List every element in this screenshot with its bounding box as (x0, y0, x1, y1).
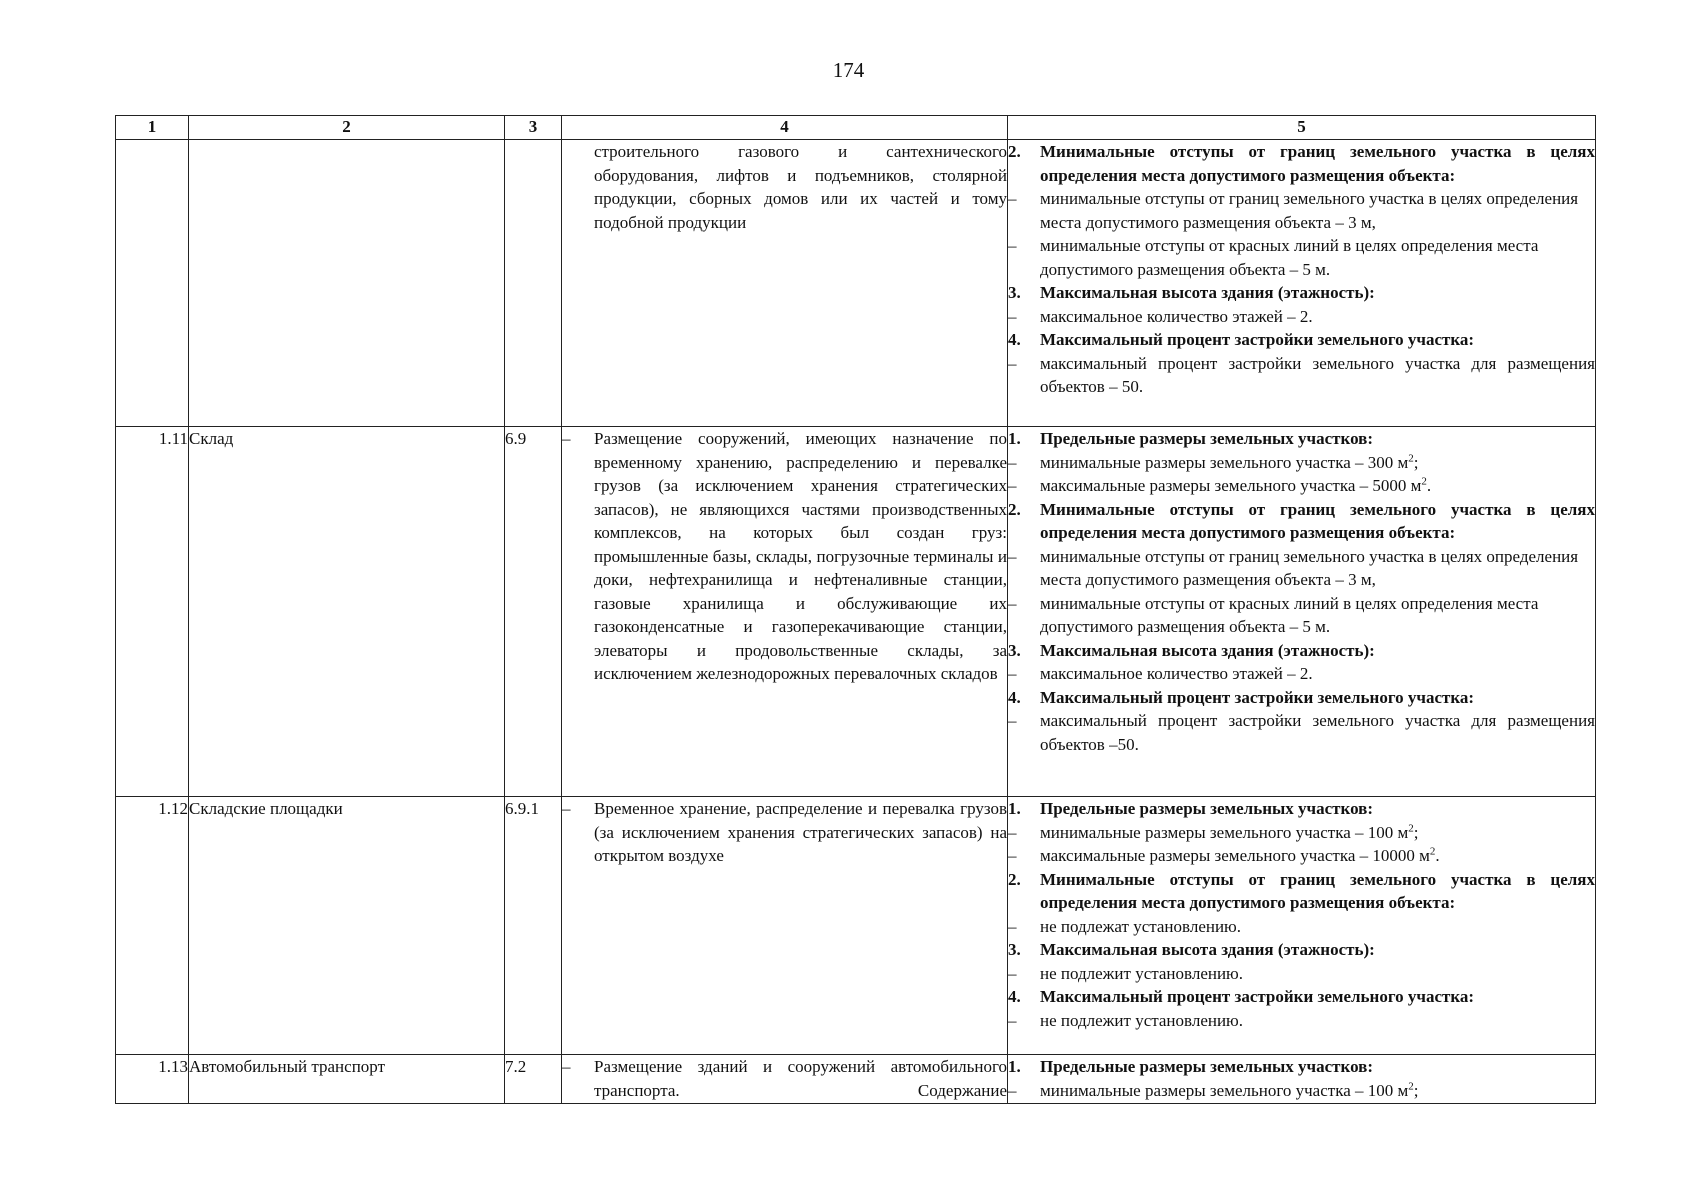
row-name (189, 140, 505, 427)
regulations-table (115, 115, 1596, 1104)
table-row (116, 140, 1596, 427)
param-heading-4: 4. Максимальный процент застройки земельного участка: (1008, 687, 1475, 707)
param-item: – не подлежит установлению. (1008, 1010, 1244, 1030)
row-code (505, 140, 562, 427)
row-description: – Временное хранение, распределение и перевалка грузов (за исключением хранения стратегических запасов) на открытом воздухе (562, 797, 1008, 1055)
param-item: – минимальные отступы от границ земельного участка в целях определения места допустимого размещения объекта – 3 м, (1008, 546, 1579, 589)
row-id: 1.11 (116, 427, 189, 797)
param-item: – минимальные отступы от границ земельного участка в целях определения места допустимого размещения объекта – 3 м, (1008, 189, 1579, 232)
param-heading-1: 1. Предельные размеры земельных участков: (1008, 429, 1374, 448)
param-heading-3: 3. Максимальная высота здания (этажность): (1008, 640, 1375, 660)
row-parameters (1008, 140, 1596, 427)
description-text: Размещение зданий и сооружений автомобильного транспорта. Содержание (594, 1057, 1007, 1100)
page-number: 174 (832, 58, 865, 82)
param-heading-1: 1. Предельные размеры земельных участков: (1008, 799, 1374, 818)
description-text: строительного газового и сантехнического оборудования, лифтов и подъемников, столярной продукции, сборных домов или их частей и тому подобной продукции (594, 142, 1007, 232)
table-row (116, 427, 1596, 797)
row-description: – Размещение зданий и сооружений автомобильного транспорта. Содержание (562, 1055, 1008, 1104)
header-col-2: 2 (189, 116, 505, 140)
param-heading-4: 4. Максимальный процент застройки земельного участка: (1008, 987, 1475, 1006)
table-row (116, 1055, 1596, 1104)
param-item: – минимальные размеры земельного участка – 100 $м^2$; (1008, 821, 1419, 842)
row-description: – Размещение сооружений, имеющих назначение по временному хранению, распределению и перевалке грузов (за исключением хранения стратегических запасов), не являющихся частями производственных комплексов, на которых был создан груз: промышленные базы, склады, погрузочные терминалы и доки, нефтехранилища и нефтеналивные станции, газовые хранилища и обслуживающие их газоконденсатные и газоперекачивающие станции, элеваторы и продовольственные склады, за исключением железнодорожных перевалочных складов (562, 427, 1008, 797)
row-id (116, 140, 189, 427)
header-row (116, 116, 1596, 140)
row-name: Склад (189, 427, 505, 797)
row-name: Автомобильный транспорт (189, 1055, 505, 1104)
row-description (562, 140, 1008, 427)
row-code: 6.9.1 (505, 797, 562, 1055)
row-parameters (1008, 427, 1596, 797)
param-heading-2: 2. Минимальные отступы от границ земельного участка в целях определения места допустимого размещения объекта: (1008, 869, 1595, 912)
param-heading-1: 1. Предельные размеры земельных участков: (1008, 1057, 1374, 1076)
param-heading-3: 3. Максимальная высота здания (этажность): (1008, 283, 1375, 302)
description-text: Размещение сооружений, имеющих назначение по временному хранению, распределению и перевалке грузов (за исключением хранения стратегических запасов), не являющихся частями производственных комплексов, на которых был создан груз: промышленные базы, склады, погрузочные терминалы и доки, нефтехранилища и нефтеналивные станции, газовые хранилища и обслуживающие их газоконденсатные и газоперекачивающие станции, элеваторы и продовольственные склады, за исключением железнодорожных перевалочных складов (594, 429, 1007, 683)
row-name: Складские площадки (189, 797, 505, 1055)
description-text: Временное хранение, распределение и перевалка грузов (за исключением хранения стратегических запасов) на открытом воздухе (594, 799, 1007, 865)
param-item: – максимальный процент застройки земельного участка для размещения объектов –50. (1008, 711, 1595, 754)
param-item: – максимальное количество этажей – 2. (1008, 306, 1313, 326)
param-heading-2: 2. Минимальные отступы от границ земельного участка в целях определения места допустимого размещения объекта: (1008, 142, 1595, 185)
header-col-4: 4 (562, 116, 1008, 140)
param-heading-3: 3. Максимальная высота здания (этажность): (1008, 940, 1375, 959)
param-item: – минимальные размеры земельного участка – 100 $м^2$; (1008, 1079, 1419, 1100)
header-col-3: 3 (505, 116, 562, 140)
param-heading-4: 4. Максимальный процент застройки земельного участка: (1008, 330, 1475, 349)
header-col-1: 1 (116, 116, 189, 140)
table-row (116, 797, 1596, 1055)
param-item: – не подлежат установлению. (1008, 916, 1242, 936)
param-item: – минимальные отступы от красных линий в целях определения места допустимого размещения объекта – 5 м. (1008, 593, 1539, 636)
row-code: 6.9 (505, 427, 562, 797)
row-id: 1.13 (116, 1055, 189, 1104)
param-item: – максимальные размеры земельного участка – 10000 $м^2$. (1008, 845, 1440, 865)
row-parameters (1008, 1055, 1596, 1104)
header-col-5: 5 (1008, 116, 1596, 140)
param-item: – минимальные отступы от красных линий в целях определения места допустимого размещения объекта – 5 м. (1008, 236, 1539, 279)
row-parameters (1008, 797, 1596, 1055)
param-item: – не подлежит установлению. (1008, 963, 1244, 983)
param-item: – максимальный процент застройки земельного участка для размещения объектов – 50. (1008, 353, 1595, 396)
param-item: – минимальные размеры земельного участка – 300 $м^2$; (1008, 451, 1419, 472)
row-code: 7.2 (505, 1055, 562, 1104)
param-heading-2: 2. Минимальные отступы от границ земельного участка в целях определения места допустимого размещения объекта: (1008, 499, 1595, 542)
param-item: – максимальное количество этажей – 2. (1008, 664, 1313, 683)
param-item: – максимальные размеры земельного участка – 5000 $м^2$. (1008, 475, 1432, 495)
row-id: 1.12 (116, 797, 189, 1055)
